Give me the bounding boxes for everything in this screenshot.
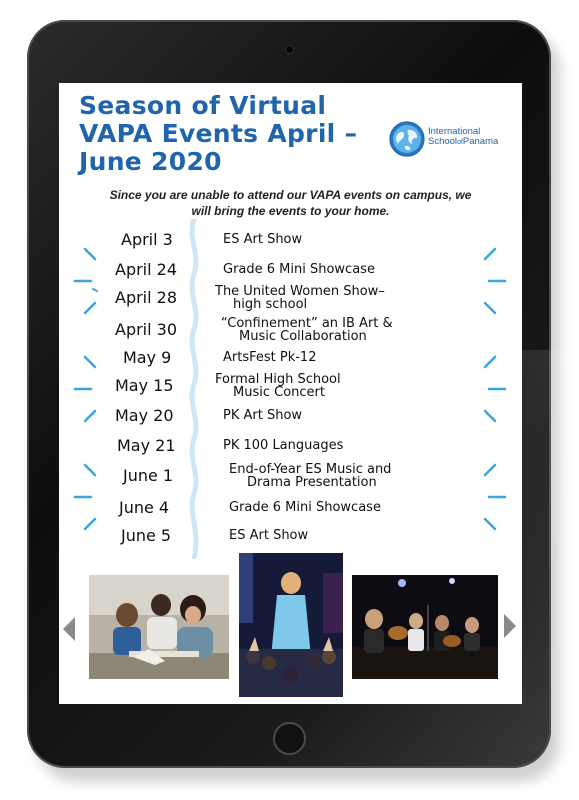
photo-performance: [239, 553, 343, 697]
event-date: May 15: [115, 376, 174, 395]
title-line: Season of Virtual: [79, 91, 327, 120]
event-description: “Confinement” an IB Art &: [221, 316, 393, 331]
event-date: June 1: [123, 466, 174, 485]
event-description: Music Concert: [233, 385, 325, 400]
logo-line: of: [457, 139, 463, 146]
event-description: Drama Presentation: [247, 475, 377, 490]
event-date: June 5: [121, 526, 172, 545]
logo-line: School: [428, 136, 458, 147]
event-description: ES Art Show: [229, 528, 309, 543]
event-date: April 3: [121, 230, 173, 249]
intro-line: will bring the events to your home.: [191, 204, 390, 218]
event-list: [59, 83, 522, 553]
title-line: June 2020: [79, 147, 222, 176]
event-date: May 9: [123, 348, 172, 367]
logo-line: Panama: [462, 136, 499, 147]
event-date: April 28: [115, 288, 178, 307]
event-description: End-of-Year ES Music and: [229, 462, 392, 477]
event-description: ArtsFest Pk-12: [223, 350, 317, 365]
photo-concert: [352, 575, 498, 679]
event-date: May 21: [117, 436, 176, 455]
logo-line: International: [428, 126, 481, 137]
event-description: Formal High School: [215, 372, 341, 387]
event-description: Music Collaboration: [239, 329, 367, 344]
chevron-left-icon[interactable]: [62, 616, 76, 642]
intro-line: Since you are unable to attend our VAPA events on campus, we: [109, 188, 472, 202]
home-button[interactable]: [273, 722, 306, 755]
event-date: April 24: [115, 260, 178, 279]
photo-students-art: [89, 575, 229, 679]
tablet-screen: [59, 83, 522, 704]
camera-icon: [286, 46, 293, 53]
event-description: ES Art Show: [223, 232, 303, 247]
chevron-right-icon[interactable]: [503, 613, 517, 639]
event-description: Grade 6 Mini Showcase: [229, 500, 381, 515]
event-date: April 30: [115, 320, 178, 339]
event-date: June 4: [119, 498, 170, 517]
event-date: May 20: [115, 406, 174, 425]
event-description: The United Women Show–: [215, 284, 385, 299]
event-description: PK Art Show: [223, 408, 303, 423]
event-description: high school: [233, 297, 308, 312]
event-description: Grade 6 Mini Showcase: [223, 262, 375, 277]
title-line: VAPA Events April –: [79, 119, 358, 148]
event-description: PK 100 Languages: [223, 438, 344, 453]
